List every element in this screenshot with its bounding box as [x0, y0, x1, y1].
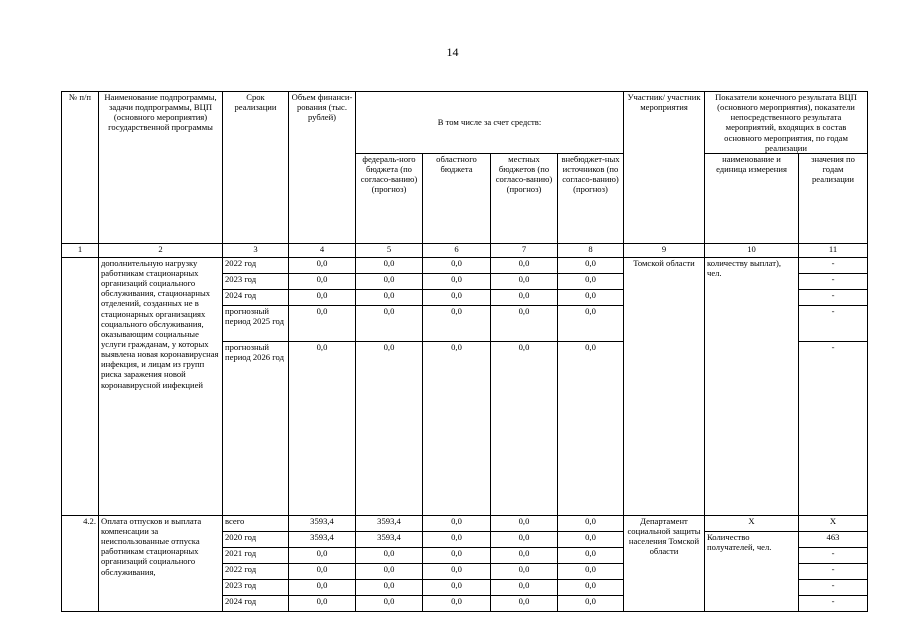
- activity-name: Оплата отпусков и выплата компенсации за неиспользованные отпуска работникам стационарных организаций социального обслуживания,: [99, 515, 223, 611]
- col-number: 1: [62, 243, 99, 257]
- indicator-cell: количеству выплат), чел.: [705, 257, 799, 515]
- period-cell: 2022 год: [223, 257, 289, 273]
- col-number: 9: [624, 243, 705, 257]
- extra-cell: 0,0: [558, 595, 624, 611]
- header-sources-group: В том числе за счет средств:: [356, 92, 624, 154]
- period-cell: 2024 год: [223, 289, 289, 305]
- federal-cell: 3593,4: [356, 515, 423, 531]
- total-cell: 0,0: [289, 257, 356, 273]
- extra-cell: 0,0: [558, 289, 624, 305]
- local-cell: 0,0: [491, 595, 558, 611]
- value-cell: 463: [799, 531, 868, 547]
- header-indicator-name: наименование и единица измерения: [705, 153, 799, 243]
- table-row: [62, 257, 868, 273]
- value-cell: -: [799, 273, 868, 289]
- header-extra: внебюджет-ных источников (по согласо-ванию) (прогноз): [558, 153, 624, 243]
- regional-cell: 0,0: [423, 579, 491, 595]
- local-cell: 0,0: [491, 341, 558, 515]
- value-cell: -: [799, 257, 868, 273]
- period-cell: 2022 год: [223, 563, 289, 579]
- col-number: 5: [356, 243, 423, 257]
- federal-cell: 0,0: [356, 257, 423, 273]
- value-cell: -: [799, 579, 868, 595]
- col-number: 11: [799, 243, 868, 257]
- total-cell: 3593,4: [289, 531, 356, 547]
- extra-cell: 0,0: [558, 547, 624, 563]
- local-cell: 0,0: [491, 257, 558, 273]
- row-num: [62, 257, 99, 515]
- table-row: [62, 515, 868, 531]
- value-cell: -: [799, 547, 868, 563]
- col-number: 7: [491, 243, 558, 257]
- extra-cell: 0,0: [558, 341, 624, 515]
- local-cell: 0,0: [491, 273, 558, 289]
- header-period: Срок реализации: [223, 92, 289, 244]
- header-participant: Участник/ участник мероприятия: [624, 92, 705, 244]
- total-cell: 3593,4: [289, 515, 356, 531]
- header-indicator-values: значения по годам реализации: [799, 153, 868, 243]
- federal-cell: 0,0: [356, 579, 423, 595]
- total-cell: 0,0: [289, 563, 356, 579]
- regional-cell: 0,0: [423, 341, 491, 515]
- period-cell: 2023 год: [223, 579, 289, 595]
- extra-cell: 0,0: [558, 273, 624, 289]
- regional-cell: 0,0: [423, 595, 491, 611]
- period-cell: 2023 год: [223, 273, 289, 289]
- col-number: 10: [705, 243, 799, 257]
- total-cell: 0,0: [289, 289, 356, 305]
- extra-cell: 0,0: [558, 305, 624, 341]
- period-cell: прогнозный период 2026 год: [223, 341, 289, 515]
- regional-cell: 0,0: [423, 531, 491, 547]
- indicator-cell: Количество получателей, чел.: [705, 531, 799, 611]
- total-cell: 0,0: [289, 273, 356, 289]
- regional-cell: 0,0: [423, 289, 491, 305]
- value-cell: -: [799, 305, 868, 341]
- extra-cell: 0,0: [558, 257, 624, 273]
- regional-cell: 0,0: [423, 257, 491, 273]
- local-cell: 0,0: [491, 515, 558, 531]
- header-indicators-group: Показатели конечного результата ВЦП (основного мероприятия), показатели непосредственного результата мероприятий, входящих в состав основного мероприятия, по годам реализации: [705, 92, 868, 154]
- header-num: № п/п: [62, 92, 99, 244]
- activity-name: дополнительную нагрузку работникам стационарных организаций социального обслуживания, стационарных отделений, созданных не в стационарных организациях социального обслуживания, оказывающим социальные услуги гражданам, у которых выявлена новая коронавирусная инфекция, и лицам из групп риска заражения новой коронавирусной инфекцией: [99, 257, 223, 515]
- header-regional: областного бюджета: [423, 153, 491, 243]
- local-cell: 0,0: [491, 563, 558, 579]
- extra-cell: 0,0: [558, 515, 624, 531]
- extra-cell: 0,0: [558, 563, 624, 579]
- header-volume: Объем финанси-рования (тыс. рублей): [289, 92, 356, 244]
- value-cell: -: [799, 289, 868, 305]
- local-cell: 0,0: [491, 289, 558, 305]
- page-number: 14: [446, 45, 459, 59]
- column-numbers-row: [62, 243, 868, 257]
- value-cell: -: [799, 341, 868, 515]
- period-cell: 2024 год: [223, 595, 289, 611]
- regional-cell: 0,0: [423, 305, 491, 341]
- total-cell: 0,0: [289, 547, 356, 563]
- regional-cell: 0,0: [423, 547, 491, 563]
- col-number: 2: [99, 243, 223, 257]
- row-num: 4.2.: [62, 515, 99, 611]
- program-table: [61, 91, 868, 612]
- value-cell: -: [799, 595, 868, 611]
- federal-cell: 0,0: [356, 341, 423, 515]
- extra-cell: 0,0: [558, 531, 624, 547]
- col-number: 8: [558, 243, 624, 257]
- total-cell: 0,0: [289, 579, 356, 595]
- col-number: 3: [223, 243, 289, 257]
- federal-cell: 0,0: [356, 289, 423, 305]
- participant-cell: Томской области: [624, 257, 705, 515]
- period-cell: прогнозный период 2025 год: [223, 305, 289, 341]
- extra-cell: 0,0: [558, 579, 624, 595]
- header-name: Наименование подпрограммы, задачи подпрограммы, ВЦП (основного мероприятия) государственной программы: [99, 92, 223, 244]
- participant-cell: Департамент социальной защиты населения Томской области: [624, 515, 705, 611]
- value-cell: X: [799, 515, 868, 531]
- period-cell: всего: [223, 515, 289, 531]
- header-local: местных бюджетов (по согласо-ванию) (прогноз): [491, 153, 558, 243]
- federal-cell: 0,0: [356, 547, 423, 563]
- value-cell: -: [799, 563, 868, 579]
- header-federal: федераль-ного бюджета (по согласо-ванию) (прогноз): [356, 153, 423, 243]
- local-cell: 0,0: [491, 547, 558, 563]
- period-cell: 2021 год: [223, 547, 289, 563]
- col-number: 6: [423, 243, 491, 257]
- local-cell: 0,0: [491, 305, 558, 341]
- regional-cell: 0,0: [423, 515, 491, 531]
- col-number: 4: [289, 243, 356, 257]
- federal-cell: 0,0: [356, 563, 423, 579]
- indicator-head-cell: X: [705, 515, 799, 531]
- federal-cell: 0,0: [356, 305, 423, 341]
- total-cell: 0,0: [289, 595, 356, 611]
- federal-cell: 3593,4: [356, 531, 423, 547]
- local-cell: 0,0: [491, 531, 558, 547]
- local-cell: 0,0: [491, 579, 558, 595]
- regional-cell: 0,0: [423, 563, 491, 579]
- period-cell: 2020 год: [223, 531, 289, 547]
- total-cell: 0,0: [289, 305, 356, 341]
- federal-cell: 0,0: [356, 595, 423, 611]
- total-cell: 0,0: [289, 341, 356, 515]
- federal-cell: 0,0: [356, 273, 423, 289]
- regional-cell: 0,0: [423, 273, 491, 289]
